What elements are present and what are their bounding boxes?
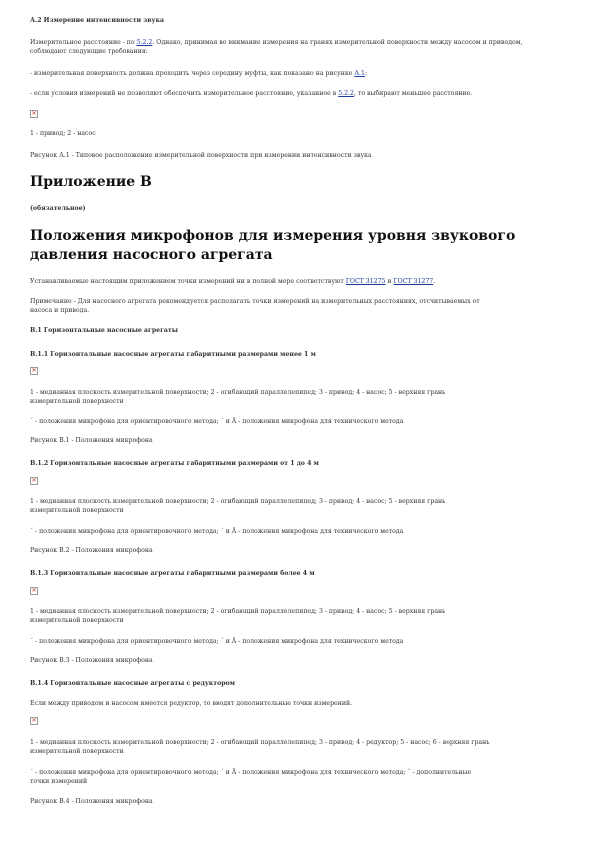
- figure-legend-b2: 1 - медианная плоскость измерительной поверхности; 2 - огибающий параллелепипед; 3 - привод; 4 - насос; 5 - верхняя грань измерительной поверхности: [30, 498, 446, 514]
- note-paragraph: Примечание - Для насосного агрегата рекомендуется располагать точки измерений на измерительных расстояниях, отсчитываемых от насоса и привода.: [30, 298, 480, 314]
- figure-legend-b4: 1 - медианная плоскость измерительной поверхности; 2 - огибающий параллелепипед; 3 - привод; 4 - редуктор; 5 - насос; 6 - верхняя грань измерительной поверхности: [30, 739, 490, 755]
- link-5-2-2[interactable]: 5.2.2: [136, 39, 153, 46]
- microphone-points-b3: ´ - положения микрофона для ориентировочного метода; ´ и Ä - положения микрофона для технического метода: [30, 638, 404, 645]
- link-figure-a1[interactable]: А.1: [354, 70, 365, 77]
- broken-image-icon: ✕: [31, 110, 37, 117]
- section-heading-b13: В.1.3 Горизонтальные насосные агрегаты габаритными размерами более 4 м: [30, 570, 315, 577]
- section-heading-b14: В.1.4 Горизонтальные насосные агрегаты с редуктором: [30, 680, 236, 687]
- link-gost-31275[interactable]: ГОСТ 31275: [345, 278, 386, 285]
- figure-legend-b1: 1 - медианная плоскость измерительной поверхности; 2 - огибающий параллелепипед; 3 - привод; 4 - насос; 5 - верхняя грань измерительной поверхности: [30, 389, 446, 405]
- paragraph-gearbox: Если между приводом и насосом имеется редуктор, то вводят дополнительные точки измерений.: [30, 700, 353, 707]
- paragraph-standards: Устанавливаемые настоящим приложением точки измерений ни в полной мере соответствуют ГОСТ 31275 и ГОСТ 31277.: [30, 278, 436, 285]
- microphone-points-b2: ´ - положения микрофона для ориентировочного метода; ´ и Ä - положения микрофона для технического метода: [30, 528, 404, 535]
- microphone-points-b4: ´ - положения микрофона для ориентировочного метода; ´ и Ä - положения микрофона для технического метода; ¨ - дополнительные точки измерений: [30, 769, 472, 785]
- appendix-subtitle: Положения микрофонов для измерения уровня звукового давления насосного агрегата: [30, 228, 516, 263]
- broken-image-icon: ✕: [31, 367, 37, 374]
- section-heading-a2: А.2 Измерение интенсивности звука: [30, 17, 164, 24]
- link-5-2-2-second[interactable]: 5.2.2: [338, 90, 354, 97]
- section-heading-b1: В.1 Горизонтальные насосные агрегаты: [30, 327, 178, 334]
- section-heading-b11: В.1.1 Горизонтальные насосные агрегаты габаритными размерами менее 1 м: [30, 351, 316, 358]
- figure-caption-b4: Рисунок В.4 - Положения микрофона: [30, 798, 153, 805]
- section-heading-b12: В.1.2 Горизонтальные насосные агрегаты габаритными размерами от 1 до 4 м: [30, 460, 319, 467]
- broken-image-icon: ✕: [31, 587, 37, 594]
- appendix-title: Приложение В: [30, 174, 152, 190]
- paragraph-coupling-requirement: - измерительная поверхность должна проходить через середину муфты, как показано на рисунке А.1;: [30, 70, 368, 77]
- paragraph-measurement-distance: Измерительное расстояние - по 5.2.2. Однако, принимая во внимание измерения на гранях измерительной поверхности между насосом и приводом, соблюдают следующие требования:: [30, 39, 523, 55]
- link-gost-31277[interactable]: ГОСТ 31277: [393, 278, 434, 285]
- figure-legend-a1: 1 - привод; 2 - насос: [30, 130, 96, 137]
- figure-caption-b3: Рисунок В.3 - Положения микрофона: [30, 657, 153, 664]
- figure-caption-b1: Рисунок В.1 - Положения микрофона: [30, 437, 153, 444]
- broken-image-icon: ✕: [31, 717, 37, 724]
- appendix-status: (обязательное): [30, 205, 86, 212]
- figure-legend-b3: 1 - медианная плоскость измерительной поверхности; 2 - огибающий параллелепипед; 3 - привод; 4 - насос; 5 - верхняя грань измерительной поверхности: [30, 608, 446, 624]
- figure-caption-a1: Рисунок А.1 - Типовое расположение измерительной поверхности при измерении интенсивности звука: [30, 152, 372, 159]
- microphone-points-b1: ´ - положения микрофона для ориентировочного метода; ´ и Ä - положения микрофона для технического метода: [30, 418, 404, 425]
- figure-caption-b2: Рисунок В.2 - Положения микрофона: [30, 547, 153, 554]
- broken-image-icon: ✕: [31, 477, 37, 484]
- paragraph-smaller-distance: - если условия измерений не позволяют обеспечить измерительное расстояние, указанное в 5.2.2, то выбирают меньшее расстояние.: [30, 90, 473, 97]
